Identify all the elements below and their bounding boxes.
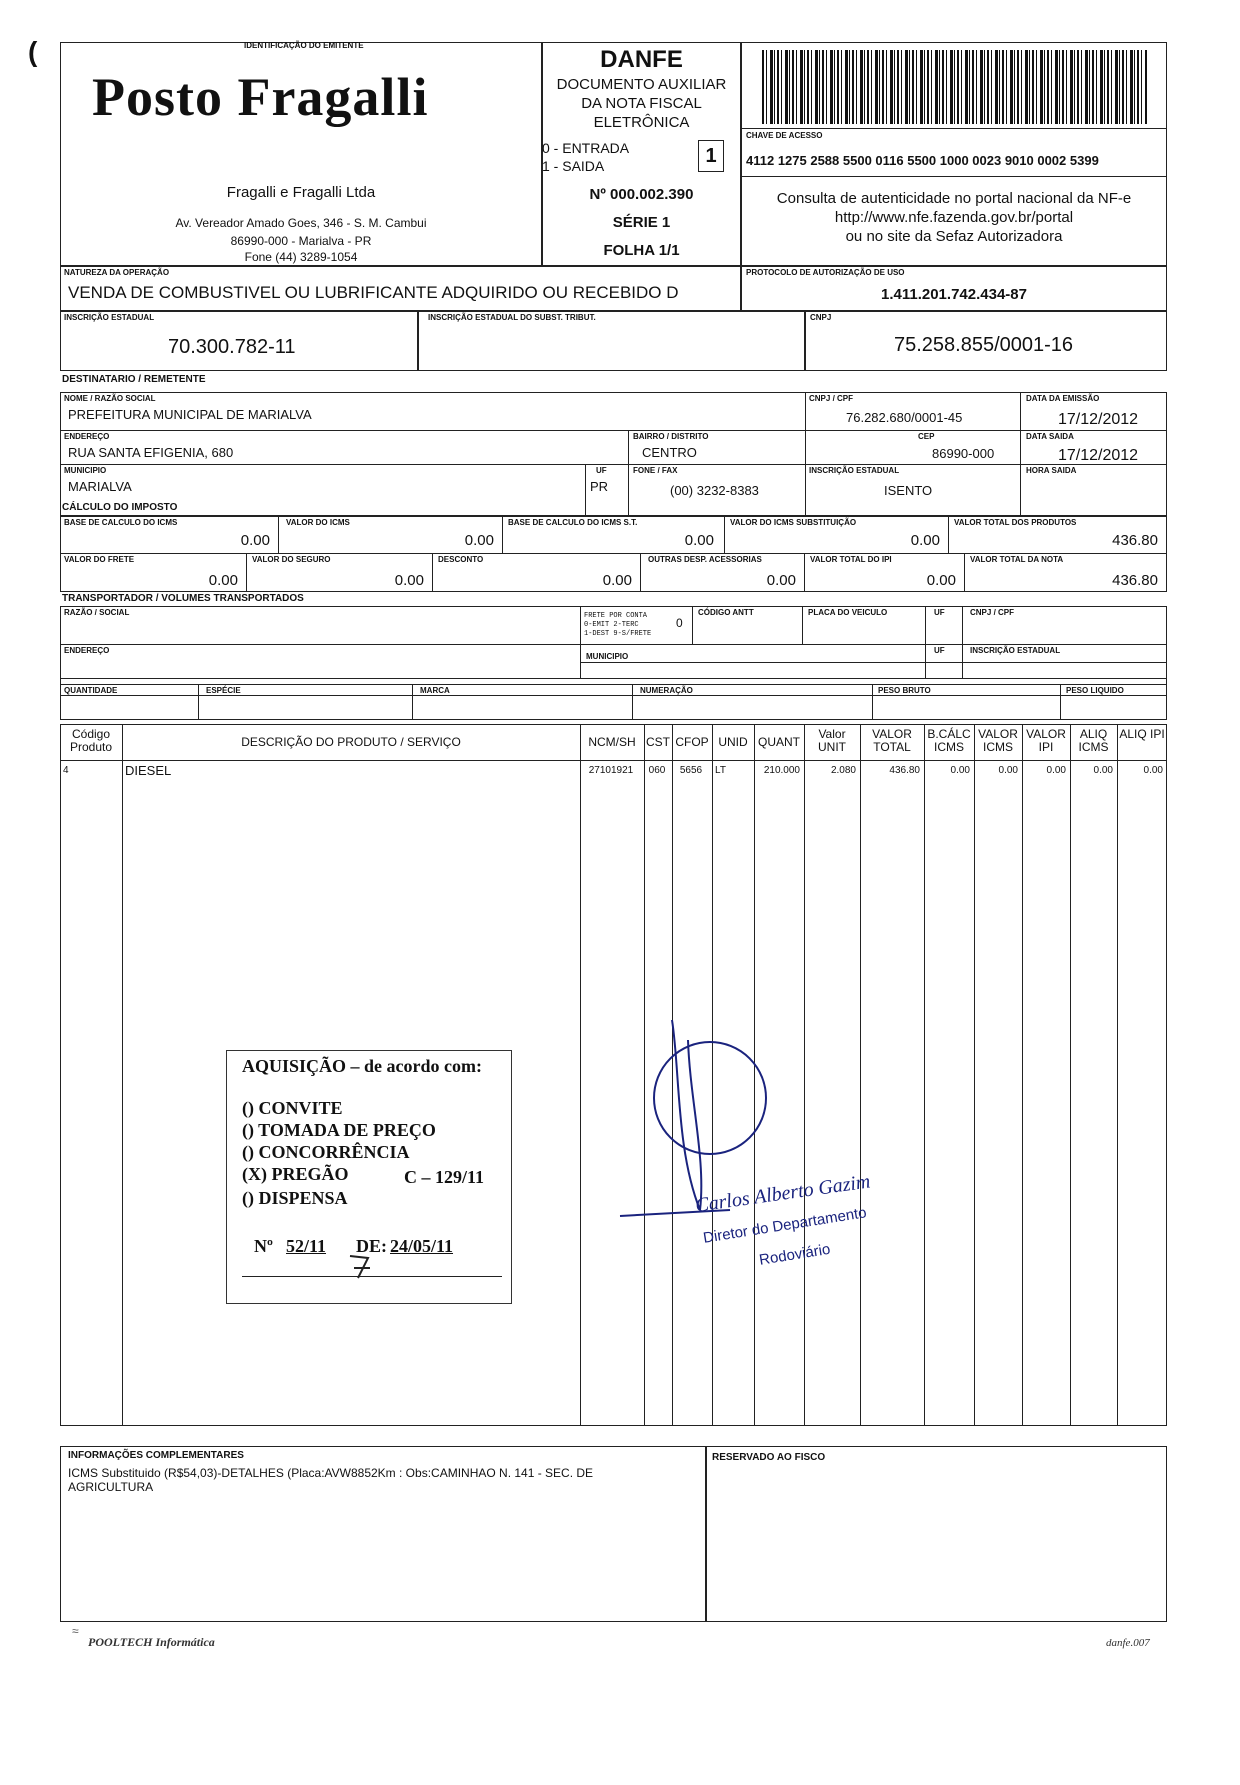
danfe-numero: Nº 000.002.390 [589, 186, 694, 203]
dest-vline-5 [628, 464, 629, 516]
produtos-cell: 0.00 [950, 765, 970, 776]
signature-cargo: Diretor do Departamento [702, 1204, 868, 1247]
vol-v2 [412, 684, 413, 720]
company-logo: Posto Fragalli [92, 67, 429, 127]
icms-st-base-value: 0.00 [684, 532, 714, 549]
total-ipi-value: 0.00 [926, 572, 956, 589]
desconto-value: 0.00 [602, 572, 632, 589]
imposto-r2-v4 [804, 553, 805, 592]
emitente-endereco: Av. Vereador Amado Goes, 346 - S. M. Cambui [175, 216, 427, 230]
produtos-header-cell: Código Produto [69, 727, 113, 755]
dest-saida-label: DATA SAIDA [1026, 432, 1074, 441]
transp-v3 [802, 606, 803, 644]
imposto-r2-v5 [964, 553, 965, 592]
frete-label: VALOR DO FRETE [64, 555, 135, 564]
dest-bairro: CENTRO [642, 445, 697, 460]
placa-label: PLACA DO VEICULO [808, 608, 888, 617]
produtos-header-cell: NCM/SH [588, 735, 636, 749]
fisco-box [706, 1446, 1167, 1622]
transp-municipio-label: MUNICIPIO [586, 652, 629, 661]
frete-value: 0.00 [208, 572, 238, 589]
consulta-3: ou no site da Sefaz Autorizadora [845, 228, 1063, 245]
danfe-subtitle-3: ELETRÔNICA [593, 114, 690, 131]
icms-sub-value: 0.00 [910, 532, 940, 549]
stamp-data: 24/05/11 [390, 1236, 454, 1256]
danfe-title: DANFE [600, 46, 683, 73]
produtos-col-divider [580, 724, 581, 1426]
icms-valor-value: 0.00 [464, 532, 494, 549]
produtos-header-cell: VALOR ICMS [978, 727, 1018, 755]
stamp-concorrencia: () CONCORRÊNCIA [242, 1142, 410, 1162]
stamp-pregao-ref: C – 129/11 [404, 1167, 485, 1187]
icms-st-base-label: BASE DE CALCULO DO ICMS S.T. [508, 518, 638, 527]
frete-line-1: FRETE POR CONTA [584, 612, 648, 620]
dest-section-label: DESTINATARIO / REMETENTE [62, 374, 206, 385]
ie-st-label: INSCRIÇÃO ESTADUAL DO SUBST. TRIBUT. [428, 313, 596, 322]
emitente-razao: Fragalli e Fragalli Ltda [226, 184, 376, 201]
imposto-mid-line [60, 553, 1167, 554]
dest-fone: (00) 3232-8383 [670, 483, 759, 498]
produtos-cell: 27101921 [588, 765, 634, 776]
seguro-value: 0.00 [394, 572, 424, 589]
marca-label: MARCA [420, 686, 450, 695]
produtos-col-divider [122, 724, 123, 1426]
dest-nome: PREFEITURA MUNICIPAL DE MARIALVA [68, 407, 312, 422]
transp-v1 [580, 606, 581, 678]
produtos-cell: 2.080 [830, 765, 856, 776]
produtos-cell: DIESEL [125, 763, 172, 778]
dest-endereco: RUA SANTA EFIGENIA, 680 [68, 445, 234, 460]
produtos-cell: 0.00 [1093, 765, 1113, 776]
produtos-header-cell: VALOR IPI [1026, 727, 1066, 755]
cnpj-value: 75.258.855/0001-16 [894, 334, 1074, 356]
stamp-dispensa: () DISPENSA [242, 1188, 348, 1208]
imposto-r2-v2 [432, 553, 433, 592]
transp-razao-label: RAZÃO / SOCIAL [64, 608, 130, 617]
stamp-numero: 52/11 [286, 1236, 327, 1256]
total-nota-value: 436.80 [1112, 572, 1158, 589]
consulta-2: http://www.nfe.fazenda.gov.br/portal [834, 209, 1074, 226]
dest-cnpj-label: CNPJ / CPF [809, 394, 854, 403]
transp-endereco-label: ENDEREÇO [64, 646, 110, 655]
vol-v4 [872, 684, 873, 720]
produtos-cell: 0.00 [998, 765, 1018, 776]
imposto-r2-v1 [246, 553, 247, 592]
stamp-convite: () CONVITE [242, 1098, 343, 1118]
produtos-header-cell: B.CÁLC ICMS [927, 727, 971, 755]
dest-emissao-label: DATA DA EMISSÃO [1026, 394, 1100, 403]
produtos-header-cell: VALOR TOTAL [872, 727, 912, 755]
dest-cep: 86990-000 [932, 446, 995, 461]
imposto-r1-v3 [724, 516, 725, 553]
consulta-1: Consulta de autenticidade no portal nacional da NF-e [776, 190, 1132, 207]
danfe-subtitle-1: DOCUMENTO AUXILIAR [556, 76, 727, 93]
stamp-initials [346, 1252, 376, 1282]
cnpj-label: CNPJ [810, 313, 832, 322]
icms-base-label: BASE DE CALCULO DO ICMS [64, 518, 178, 527]
danfe-serie: SÉRIE 1 [612, 214, 671, 231]
imposto-section-label: CÁLCULO DO IMPOSTO [62, 502, 178, 513]
tipo-box: 1 [698, 140, 724, 172]
emitente-fone: Fone (44) 3289-1054 [244, 250, 358, 264]
peso-bruto-label: PESO BRUTO [878, 686, 931, 695]
dest-emissao: 17/12/2012 [1058, 411, 1139, 428]
total-produtos-label: VALOR TOTAL DOS PRODUTOS [954, 518, 1077, 527]
produtos-cell: 0.00 [1143, 765, 1163, 776]
scan-mark: ( [28, 36, 38, 67]
frete-value: 0 [676, 616, 683, 630]
imposto-r1-v4 [948, 516, 949, 553]
footer-right: danfe.007 [1106, 1637, 1150, 1649]
icms-valor-label: VALOR DO ICMS [286, 518, 350, 527]
outras-desp-label: OUTRAS DESP. ACESSORIAS [648, 555, 762, 564]
natureza-label: NATUREZA DA OPERAÇÃO [64, 268, 170, 277]
vol-v5 [1060, 684, 1061, 720]
produtos-header-cell: ALIQ ICMS [1078, 727, 1109, 755]
saida-label: 1 - SAIDA [542, 158, 605, 174]
dest-vline-2 [1020, 392, 1021, 516]
produtos-header-cell: UNID [718, 735, 748, 749]
produtos-cell: 210.000 [763, 765, 800, 776]
icms-sub-label: VALOR DO ICMS SUBSTITUIÇÃO [730, 518, 857, 527]
produtos-col-divider [974, 724, 975, 1426]
produtos-cell: LT [715, 765, 726, 776]
chave-value: 4112 1275 2588 5500 0116 5500 1000 0023 9010 0002 5399 [746, 153, 1099, 168]
vol-v1 [198, 684, 199, 720]
total-nota-label: VALOR TOTAL DA NOTA [970, 555, 1064, 564]
transp-line-2 [580, 662, 1167, 663]
transp-v5 [962, 606, 963, 678]
dest-vline-3 [628, 430, 629, 464]
transp-v2 [692, 606, 693, 644]
dest-uf: PR [590, 479, 609, 494]
footer-left: POOLTECH Informática [88, 1635, 215, 1649]
dest-endereco-label: ENDEREÇO [64, 432, 110, 441]
dest-cnpj: 76.282.680/0001-45 [846, 410, 963, 425]
chave-divider [741, 128, 1167, 129]
dest-line-1 [60, 430, 1167, 431]
produtos-header-cell: ALIQ IPI [1119, 727, 1165, 741]
transp-cnpj-label: CNPJ / CPF [970, 608, 1015, 617]
danfe-subtitle-2: DA NOTA FISCAL [581, 95, 702, 112]
produtos-header-cell: DESCRIÇÃO DO PRODUTO / SERVIÇO [241, 735, 461, 749]
dest-municipio-label: MUNICIPIO [64, 466, 107, 475]
produtos-col-divider [924, 724, 925, 1426]
dest-fone-label: FONE / FAX [633, 466, 678, 475]
produtos-header-line [60, 760, 1167, 761]
dest-nome-label: NOME / RAZÃO SOCIAL [64, 394, 156, 403]
info-text: ICMS Substituido (R$54,03)-DETALHES (Placa:AVW8852Km : Obs:CAMINHAO N. 141 - SEC. DE AGRICULTURA [68, 1466, 594, 1494]
numeracao-label: NUMERAÇÃO [640, 686, 693, 695]
emitente-cidade: 86990-000 - Marialva - PR [230, 234, 372, 248]
ie-value: 70.300.782-11 [168, 336, 296, 358]
barcode [762, 50, 1147, 124]
produtos-cell: 5656 [679, 765, 703, 776]
produtos-col-divider [860, 724, 861, 1426]
dest-bairro-label: BAIRRO / DISTRITO [633, 432, 709, 441]
imposto-r2-v3 [640, 553, 641, 592]
dest-cep-label: CEP [918, 432, 935, 441]
produtos-col-divider [804, 724, 805, 1426]
protocolo-value: 1.411.201.742.434-87 [881, 286, 1027, 303]
signature-name: Carlos Alberto Gazim [694, 1170, 872, 1217]
signature-orgao: Rodoviário [758, 1240, 832, 1269]
seguro-label: VALOR DO SEGURO [252, 555, 331, 564]
protocolo-label: PROTOCOLO DE AUTORIZAÇÃO DE USO [746, 268, 905, 277]
produtos-header-cell: CST [646, 735, 670, 749]
produtos-cell: 436.80 [889, 765, 920, 776]
consulta-divider [741, 176, 1167, 177]
danfe-folha: FOLHA 1/1 [603, 242, 680, 259]
transp-v4 [925, 606, 926, 678]
outras-desp-value: 0.00 [766, 572, 796, 589]
dest-municipio: MARIALVA [68, 479, 132, 494]
produtos-header-cell: CFOP [675, 735, 709, 749]
produtos-header-cell: QUANT [758, 735, 800, 749]
stamp-data-label: DE: [356, 1236, 387, 1256]
dest-saida: 17/12/2012 [1058, 447, 1139, 464]
transp-line-1 [60, 644, 1167, 645]
total-ipi-label: VALOR TOTAL DO IPI [810, 555, 892, 564]
produtos-col-divider [1022, 724, 1023, 1426]
vol-v3 [632, 684, 633, 720]
transp-line-3 [60, 678, 1167, 679]
dest-uf-label: UF [596, 466, 607, 475]
produtos-header-cell: Valor UNIT [818, 727, 846, 755]
transp-uf2-label: UF [934, 646, 945, 655]
imposto-r1-v2 [502, 516, 503, 553]
icms-base-value: 0.00 [240, 532, 270, 549]
frete-line-2: 0-EMIT 2-TERC [584, 621, 639, 629]
dest-line-2 [60, 464, 1167, 465]
dest-vline-4 [585, 464, 586, 516]
stamp-numero-label: Nº [254, 1236, 273, 1256]
transp-ie-label: INSCRIÇÃO ESTADUAL [970, 646, 1061, 655]
produtos-cell: 060 [648, 765, 666, 776]
chave-label: CHAVE DE ACESSO [746, 131, 823, 140]
dest-hora-label: HORA SAIDA [1026, 466, 1077, 475]
fisco-label: RESERVADO AO FISCO [712, 1452, 826, 1463]
dest-ie-label: INSCRIÇÃO ESTADUAL [809, 466, 900, 475]
emitente-label: IDENTIFICAÇÃO DO EMITENTE [244, 41, 364, 50]
total-produtos-value: 436.80 [1112, 532, 1158, 549]
transp-uf-label: UF [934, 608, 945, 617]
produtos-cell: 4 [63, 765, 69, 776]
desconto-label: DESCONTO [438, 555, 484, 564]
transp-section-label: TRANSPORTADOR / VOLUMES TRANSPORTADOS [62, 593, 304, 604]
produtos-cell: 0.00 [1046, 765, 1066, 776]
natureza-value: VENDA DE COMBUSTIVEL OU LUBRIFICANTE ADQUIRIDO OU RECEBIDO D [68, 283, 679, 302]
dest-ie: ISENTO [884, 483, 933, 498]
ie-label: INSCRIÇÃO ESTADUAL [64, 313, 155, 322]
peso-liquido-label: PESO LIQUIDO [1066, 686, 1124, 695]
pooltech-icon: ≈ [72, 1624, 79, 1638]
entrada-label: 0 - ENTRADA [542, 140, 630, 156]
stamp-title: AQUISIÇÃO – de acordo com: [242, 1056, 482, 1076]
quantidade-label: QUANTIDADE [64, 686, 118, 695]
dest-vline-1 [805, 392, 806, 516]
especie-label: ESPÉCIE [206, 686, 241, 695]
produtos-col-divider [1117, 724, 1118, 1426]
antt-label: CÓDIGO ANTT [698, 608, 754, 617]
stamp-pregao: (X) PREGÃO [242, 1164, 349, 1184]
produtos-col-divider [1070, 724, 1071, 1426]
info-label: INFORMAÇÕES COMPLEMENTARES [68, 1450, 244, 1461]
imposto-r1-v1 [278, 516, 279, 553]
frete-line-3: 1-DEST 9-S/FRETE [584, 630, 652, 638]
stamp-tomada: () TOMADA DE PREÇO [242, 1120, 436, 1140]
